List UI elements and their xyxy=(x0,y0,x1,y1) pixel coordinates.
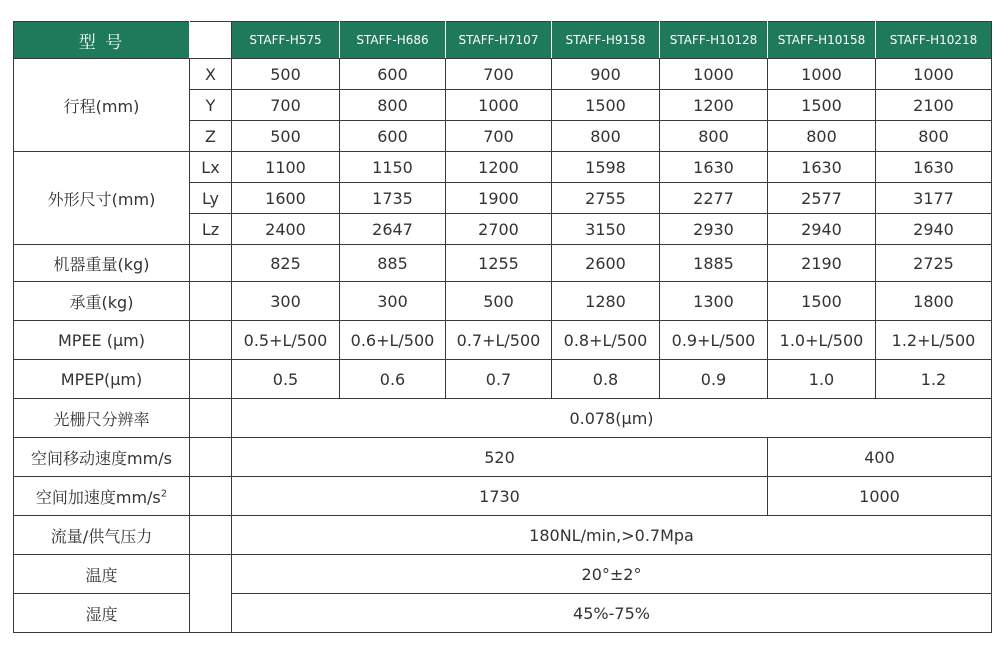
accel-label-text: 空间加速度mm/s xyxy=(35,487,161,507)
temperature-label: 温度 xyxy=(14,555,190,594)
table-cell: 1630 xyxy=(876,152,992,183)
dimensions-label: 外形尺寸(mm) xyxy=(14,152,190,245)
header-blank-cell xyxy=(190,22,232,59)
mpee-label: MPEE (μm) xyxy=(14,321,190,360)
table-cell: 700 xyxy=(232,90,340,121)
table-cell: 0.5+L/500 xyxy=(232,321,340,360)
table-cell: 1100 xyxy=(232,152,340,183)
temperature-value: 20°±2° xyxy=(232,555,992,594)
table-cell: 600 xyxy=(340,59,446,90)
table-cell: 1000 xyxy=(446,90,552,121)
table-cell: 1300 xyxy=(660,282,768,321)
speed-row xyxy=(14,438,992,477)
table-cell: 1000 xyxy=(876,59,992,90)
table-cell: 1000 xyxy=(660,59,768,90)
accel-value-a: 1730 xyxy=(232,477,768,516)
model-name: STAFF-H686 xyxy=(340,22,446,59)
table-cell: 1500 xyxy=(768,282,876,321)
blank-cell xyxy=(190,245,232,282)
weight-row xyxy=(14,245,992,282)
table-cell: 800 xyxy=(768,121,876,152)
table-cell: 1630 xyxy=(768,152,876,183)
mpep-row xyxy=(14,360,992,399)
travel-row-x xyxy=(14,59,992,90)
blank-cell xyxy=(190,555,232,633)
model-name: STAFF-H10218 xyxy=(876,22,992,59)
table-cell: 300 xyxy=(232,282,340,321)
table-cell: 2940 xyxy=(768,214,876,245)
model-name: STAFF-H575 xyxy=(232,22,340,59)
table-cell: 700 xyxy=(446,121,552,152)
table-cell: 2930 xyxy=(660,214,768,245)
table-cell: 600 xyxy=(340,121,446,152)
table-cell: 1598 xyxy=(552,152,660,183)
table-cell: 0.6+L/500 xyxy=(340,321,446,360)
dimensions-row-lx xyxy=(14,152,992,183)
table-cell: 2647 xyxy=(340,214,446,245)
axis-label: X xyxy=(190,59,232,90)
table-cell: 800 xyxy=(552,121,660,152)
table-cell: 1500 xyxy=(552,90,660,121)
table-cell: 3177 xyxy=(876,183,992,214)
table-cell: 900 xyxy=(552,59,660,90)
table-cell: 1.2 xyxy=(876,360,992,399)
resolution-label: 光栅尺分辨率 xyxy=(14,399,190,438)
table-cell: 0.9+L/500 xyxy=(660,321,768,360)
airflow-value: 180NL/min,>0.7Mpa xyxy=(232,516,992,555)
axis-label: Lz xyxy=(190,214,232,245)
speed-label: 空间移动速度mm/s xyxy=(14,438,190,477)
blank-cell xyxy=(190,438,232,477)
table-cell: 800 xyxy=(660,121,768,152)
table-cell: 1885 xyxy=(660,245,768,282)
axis-label: Ly xyxy=(190,183,232,214)
table-cell: 1900 xyxy=(446,183,552,214)
mpep-label: MPEP(μm) xyxy=(14,360,190,399)
table-cell: 800 xyxy=(340,90,446,121)
table-cell: 0.8+L/500 xyxy=(552,321,660,360)
table-cell: 1255 xyxy=(446,245,552,282)
spec-table xyxy=(13,21,992,633)
speed-value-b: 400 xyxy=(768,438,992,477)
table-cell: 1280 xyxy=(552,282,660,321)
humidity-value: 45%-75% xyxy=(232,594,992,633)
load-label: 承重(kg) xyxy=(14,282,190,321)
table-cell: 1.0 xyxy=(768,360,876,399)
table-cell: 1.2+L/500 xyxy=(876,321,992,360)
table-cell: 2100 xyxy=(876,90,992,121)
table-cell: 2725 xyxy=(876,245,992,282)
blank-cell xyxy=(190,321,232,360)
table-cell: 2400 xyxy=(232,214,340,245)
accel-row xyxy=(14,477,992,516)
load-row xyxy=(14,282,992,321)
humidity-label: 湿度 xyxy=(14,594,190,633)
airflow-row xyxy=(14,516,992,555)
table-cell: 0.7+L/500 xyxy=(446,321,552,360)
accel-label xyxy=(14,477,190,516)
table-cell: 2600 xyxy=(552,245,660,282)
table-cell: 2755 xyxy=(552,183,660,214)
table-cell: 1630 xyxy=(660,152,768,183)
table-cell: 0.7 xyxy=(446,360,552,399)
table-cell: 825 xyxy=(232,245,340,282)
table-cell: 1200 xyxy=(660,90,768,121)
blank-cell xyxy=(190,399,232,438)
table-cell: 2577 xyxy=(768,183,876,214)
airflow-label: 流量/供气压力 xyxy=(14,516,190,555)
model-name: STAFF-H9158 xyxy=(552,22,660,59)
header-row xyxy=(14,22,992,59)
table-cell: 0.8 xyxy=(552,360,660,399)
table-cell: 1500 xyxy=(768,90,876,121)
mpee-row xyxy=(14,321,992,360)
table-cell: 1800 xyxy=(876,282,992,321)
table-cell: 0.9 xyxy=(660,360,768,399)
travel-label: 行程(mm) xyxy=(14,59,190,152)
table-cell: 3150 xyxy=(552,214,660,245)
speed-value-a: 520 xyxy=(232,438,768,477)
table-cell: 0.5 xyxy=(232,360,340,399)
table-cell: 700 xyxy=(446,59,552,90)
weight-label: 机器重量(kg) xyxy=(14,245,190,282)
model-name: STAFF-H10128 xyxy=(660,22,768,59)
table-cell: 2700 xyxy=(446,214,552,245)
axis-label: Z xyxy=(190,121,232,152)
table-cell: 500 xyxy=(232,59,340,90)
model-name: STAFF-H10158 xyxy=(768,22,876,59)
table-cell: 0.6 xyxy=(340,360,446,399)
accel-value-b: 1000 xyxy=(768,477,992,516)
table-cell: 2940 xyxy=(876,214,992,245)
table-cell: 800 xyxy=(876,121,992,152)
blank-cell xyxy=(190,282,232,321)
humidity-row xyxy=(14,594,992,633)
model-type-label: 型 号 xyxy=(14,22,190,59)
table-cell: 1000 xyxy=(768,59,876,90)
table-cell: 500 xyxy=(232,121,340,152)
blank-cell xyxy=(190,477,232,516)
table-cell: 2277 xyxy=(660,183,768,214)
axis-label: Y xyxy=(190,90,232,121)
resolution-row xyxy=(14,399,992,438)
table-cell: 2190 xyxy=(768,245,876,282)
table-cell: 300 xyxy=(340,282,446,321)
table-cell: 500 xyxy=(446,282,552,321)
blank-cell xyxy=(190,516,232,555)
resolution-value: 0.078(μm) xyxy=(232,399,992,438)
table-cell: 1200 xyxy=(446,152,552,183)
table-cell: 885 xyxy=(340,245,446,282)
table-cell: 1150 xyxy=(340,152,446,183)
model-name: STAFF-H7107 xyxy=(446,22,552,59)
table-cell: 1.0+L/500 xyxy=(768,321,876,360)
table-cell: 1600 xyxy=(232,183,340,214)
blank-cell xyxy=(190,360,232,399)
temperature-row xyxy=(14,555,992,594)
axis-label: Lx xyxy=(190,152,232,183)
accel-label-sup: 2 xyxy=(160,488,168,500)
table-cell: 1735 xyxy=(340,183,446,214)
